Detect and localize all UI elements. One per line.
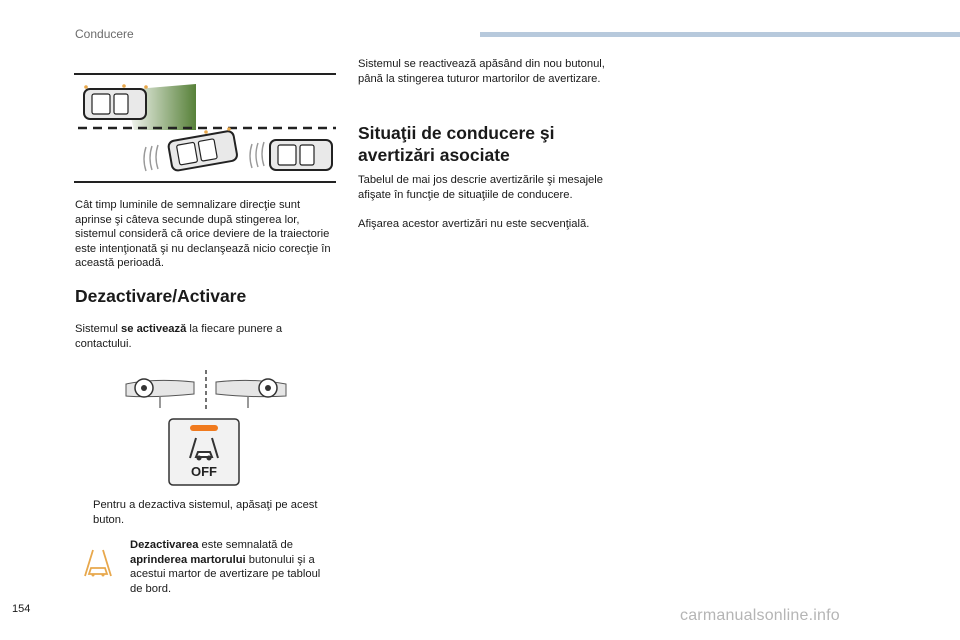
deactivation-note — [130, 538, 335, 596]
note-bold-deactivation: Dezactivarea — [130, 539, 199, 551]
page-number: 154 — [12, 603, 31, 615]
section-title: Conducere — [75, 27, 134, 41]
bullet-text: Pentru a dezactiva sistemul, apăsaţi pe acest buton. — [93, 499, 318, 526]
steering-wheel-switch-illustration — [124, 368, 288, 412]
car-right — [270, 140, 332, 170]
lane-departure-illustration — [74, 72, 336, 184]
heading-driving-situations: Situaţii de conducere şi avertizări asociate — [358, 123, 555, 165]
note-bold-indicator: aprinderea martorului — [130, 553, 246, 566]
intro-paragraph: Cât timp luminile de semnalizare direcţie sunt aprinse şi câteva secunde după stingerea lor, sistemul consideră că orice deviere de la traiectorie este intenţionată şi nu declanşează nicio corecţie în această perioadă. — [75, 199, 331, 270]
activation-text-before: Sistemul — [75, 323, 122, 335]
heading-deactivation: Dezactivare/Activare — [75, 286, 247, 306]
table-intro-paragraph: Tabelul de mai jos descrie avertizările şi mesajele afişate în funcţie de situaţiile de conducere. — [358, 174, 603, 201]
note-text-2: butonului şi a acestui martor de avertizare pe tabloul de bord. — [130, 553, 321, 595]
sequence-note: Afişarea acestor avertizări nu este secvenţială. — [358, 218, 590, 230]
lane-warning-indicator-icon — [80, 546, 116, 582]
orange-indicator-led — [190, 425, 218, 431]
header-bar — [480, 32, 960, 37]
activation-paragraph — [75, 322, 325, 351]
lane-assist-off-button[interactable] — [168, 418, 240, 486]
watermark: carmanualsonline.info — [680, 607, 840, 624]
off-label: OFF — [191, 464, 217, 479]
car-middle — [168, 130, 238, 171]
car-top — [84, 84, 148, 119]
activation-text-after: la fiecare punere a contactului. — [75, 323, 283, 350]
activation-text-bold: se activează — [121, 323, 187, 335]
reactivation-paragraph: Sistemul se reactivează apăsând din nou butonul, până la stingerea tuturor martorilor de avertizare. — [358, 58, 605, 85]
note-text-1: este semnalată de — [198, 539, 293, 551]
